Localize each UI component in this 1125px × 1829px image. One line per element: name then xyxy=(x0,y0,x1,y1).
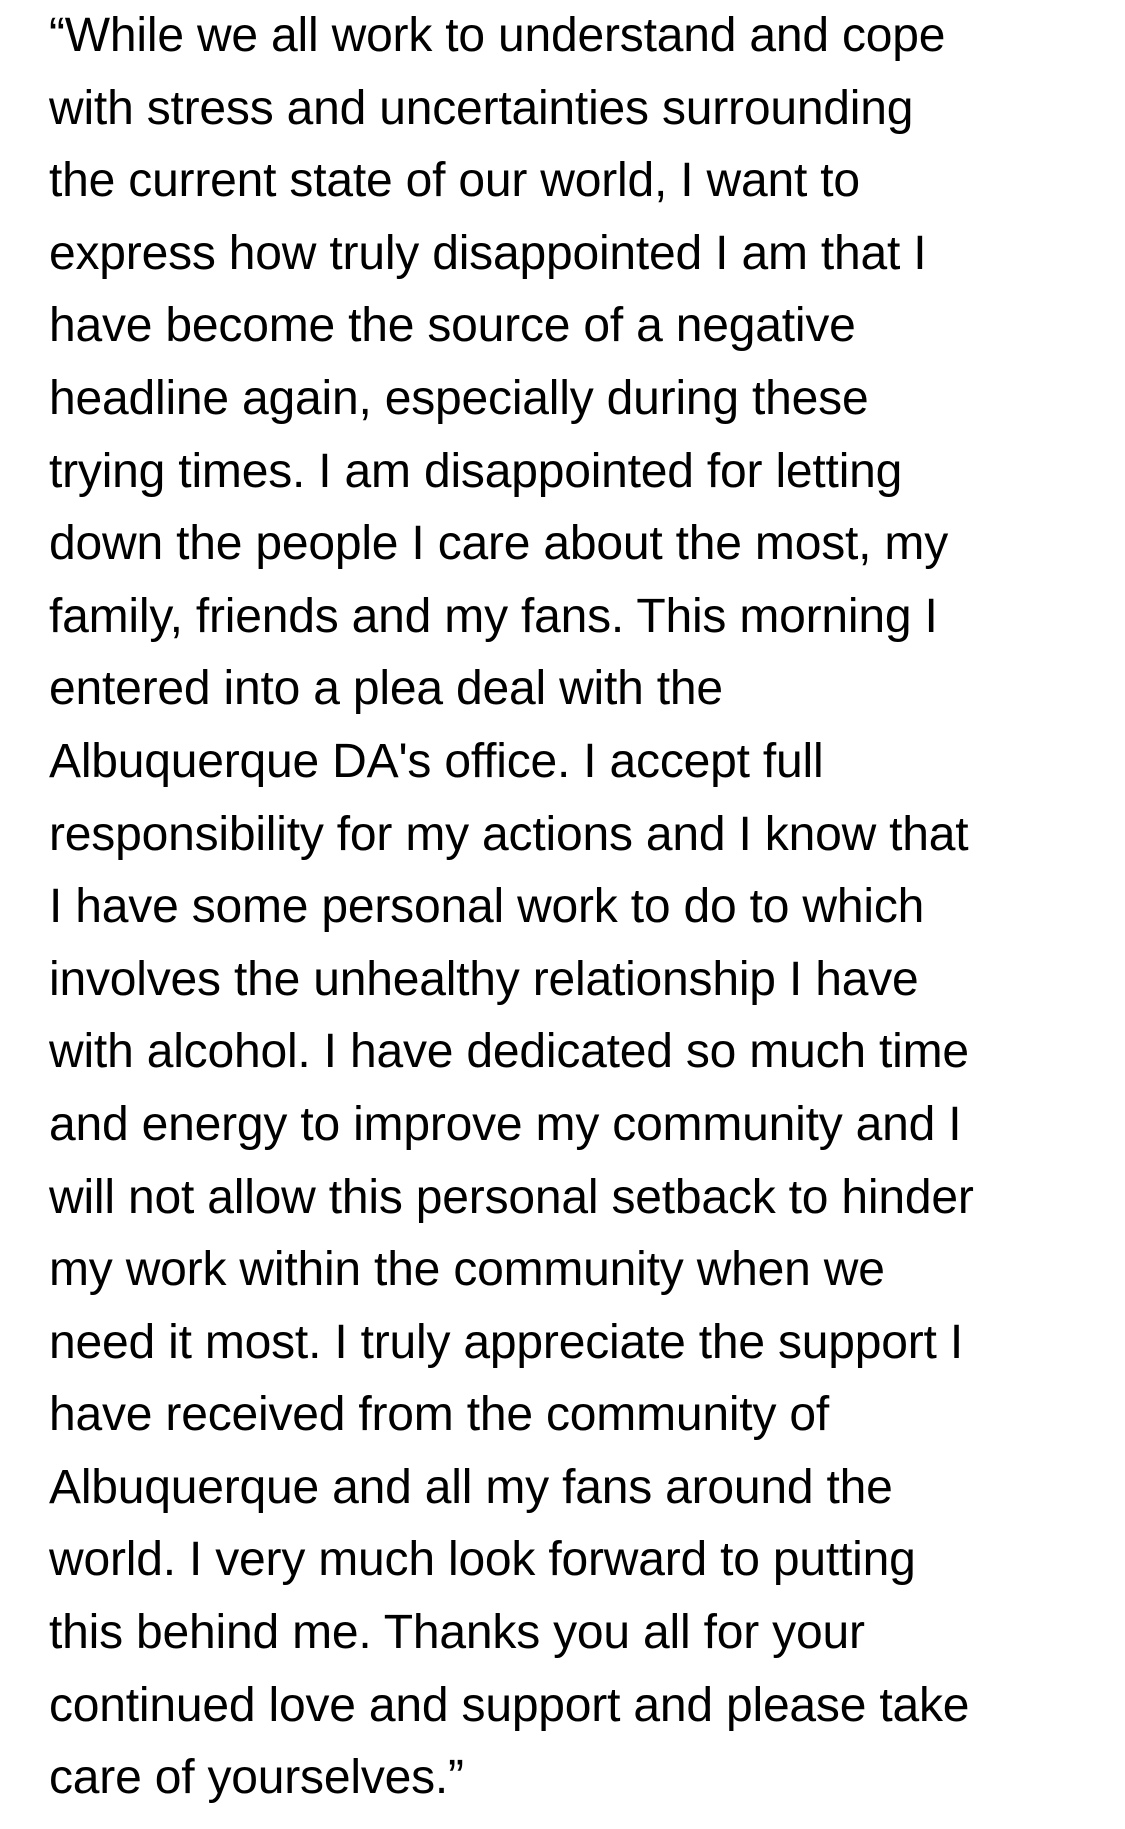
statement-line: responsibility for my actions and I know that xyxy=(49,807,969,861)
statement-line: involves the unhealthy relationship I have xyxy=(49,952,919,1006)
statement-line: need it most. I truly appreciate the support I xyxy=(49,1315,963,1369)
statement-line: down the people I care about the most, my xyxy=(49,517,948,571)
statement-line: this behind me. Thanks you all for your xyxy=(49,1606,865,1660)
statement-line: have received from the community of xyxy=(49,1388,830,1442)
statement-line: headline again, especially during these xyxy=(49,371,869,425)
statement-line: will not allow this personal setback to hinder xyxy=(49,1170,974,1224)
statement-line: I have some personal work to do to which xyxy=(49,880,925,934)
statement-line: express how truly disappointed I am that I xyxy=(49,226,927,280)
statement-line: care of yourselves.” xyxy=(49,1751,464,1805)
statement-line: the current state of our world, I want to xyxy=(49,154,860,208)
statement-line: Albuquerque DA's office. I accept full xyxy=(49,734,824,788)
statement-line: and energy to improve my community and I xyxy=(49,1097,962,1151)
statement-line: with stress and uncertainties surrounding xyxy=(49,81,914,135)
statement-line: have become the source of a negative xyxy=(49,299,856,353)
statement-line: family, friends and my fans. This morning I xyxy=(49,589,938,643)
statement-line: continued love and support and please take xyxy=(49,1678,970,1732)
statement-line: entered into a plea deal with the xyxy=(49,662,723,716)
statement-line: with alcohol. I have dedicated so much time xyxy=(49,1025,969,1079)
statement-text xyxy=(49,0,1109,1815)
statement-line: trying times. I am disappointed for letting xyxy=(49,444,903,498)
statement-line: “While we all work to understand and cope xyxy=(49,9,946,62)
statement-line: world. I very much look forward to putting xyxy=(49,1533,916,1587)
statement-line: my work within the community when we xyxy=(49,1243,885,1297)
statement-line: Albuquerque and all my fans around the xyxy=(49,1460,893,1514)
